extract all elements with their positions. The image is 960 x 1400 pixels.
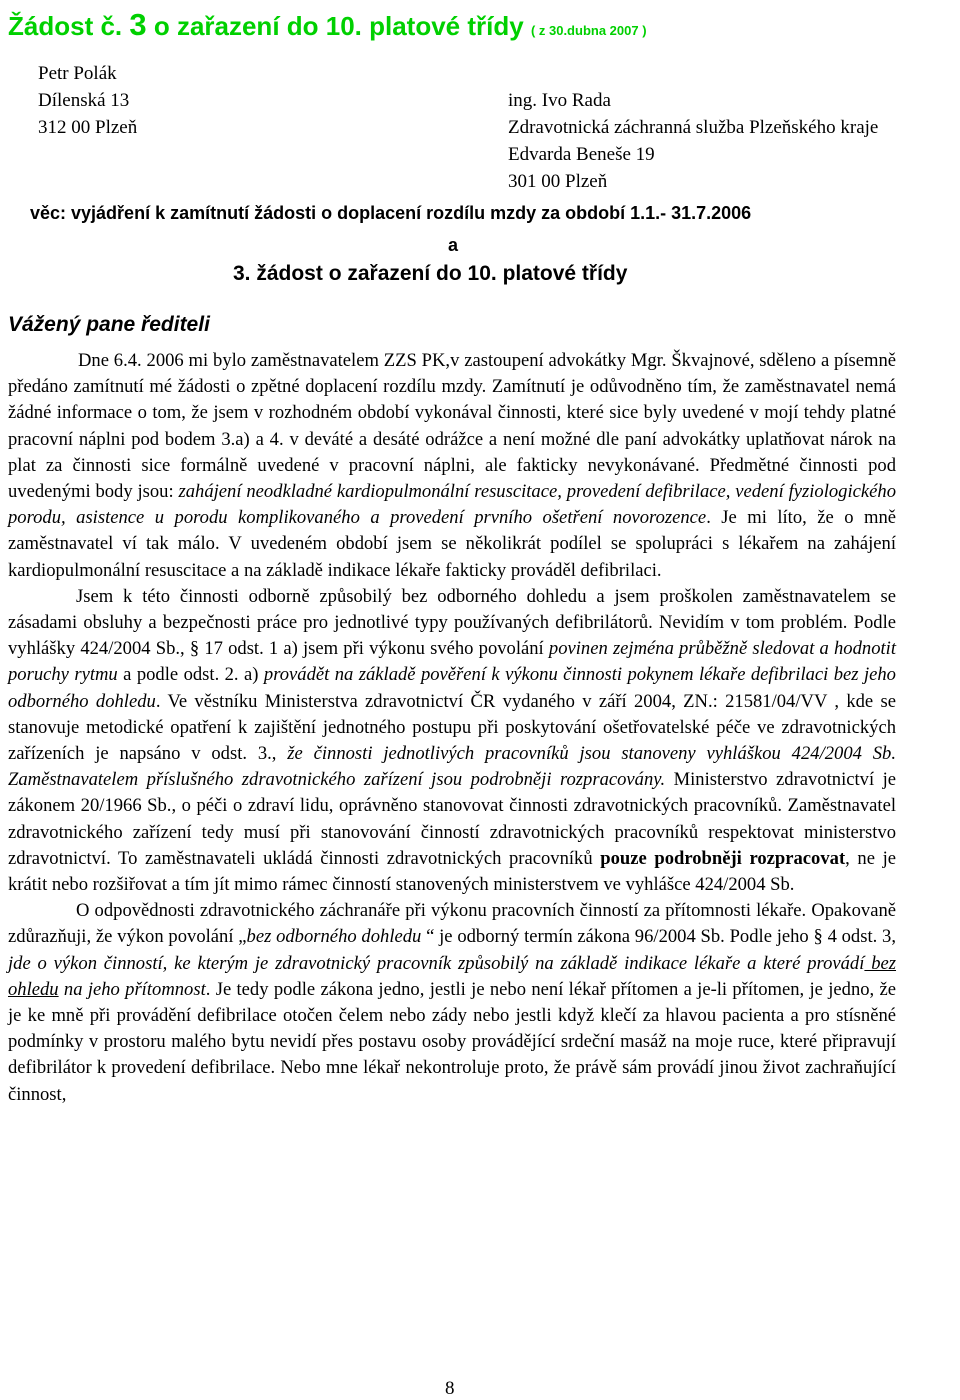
paragraph-2: Jsem k této činnosti odborně způsobilý bez odborného dohledu a jsem proškolen zaměstnavatelem se zásadami obsluhy a bezpečnosti práce pro jednotlivé typy používaných defibrilátorů. Nevidím v tom problém. Podle vyhlášky 424/2004 Sb., § 17 odst. 1 a) jsem při výkonu svého povolání povinen zejména průběžně sledovat a hodnotit poruchy rytmu a podle odst. 2. a) provádět na základě pověření k výkonu činnosti pokynem lékaře defibrilaci bez jeho odborného dohledu. Ve věstníku Ministerstva zdravotnictví ČR vydaného v září 2004, ZN.: 21581/04/VV , kde se stanovuje metodické opatření k zajištění jednotného postupu při poskytování ošetřovatelské péče ve zdravotnických zařízeních je napsáno v odst. 3., že činnosti jednotlivých pracovníků jsou stanoveny vyhláškou 424/2004 Sb. Zaměstnavatelem příslušného zdravotnického zařízení jsou podrobněji rozpracovány. Ministerstvo zdravotnictví je zákonem 20/1966 Sb., o péči o zdraví lidu, oprávněno stanovovat činnosti zdravotnických pracovníků. Zaměstnavatel zdravotnického zařízení tedy musí při stanovování činností zdravotnických pracovníků respektovat ministerstvo zdravotnictví. To zaměstnavateli ukládá činnosti zdravotnických pracovníků pouze podrobněji rozpracovat, ne je krátit nebo rozšiřovat a tím jít mimo rámec činností stanovených ministerstvem ve vyhlášce 424/2004 Sb. xyxy=(8,585,897,896)
sender-address xyxy=(38,60,137,141)
subject-line: věc: vyjádření k zamítnutí žádosti o doplacení rozdílu mzdy za období 1.1.- 31.7.2006 xyxy=(30,203,752,223)
subject-request: 3. žádost o zařazení do 10. platové třídy xyxy=(233,262,628,285)
recipient-street: Edvarda Beneše 19 xyxy=(508,144,655,165)
paragraph-3: O odpovědnosti zdravotnického záchranáře při výkonu pracovních činností za přítomnosti lékaře. Opakovaně zdůrazňuji, že výkon povolání „bez odborného dohledu “ je odborný termín zákona 96/2004 Sb. Podle jeho § 4 odst. 3, jde o výkon činností, ke kterým je zdravotnický pracovník způsobilý na základě indikace lékaře a které provádí bez ohledu na jeho přítomnost. Je tedy podle zákona jedno, jestli je nebo není lékař přítomen a je-li přítomen, je jedno, že je ke mně při provádění defibrilace otočen čelem nebo zády nebo jestli když klečí za hlavou pacienta a pro stísněné podmínky v prostoru malého bytu nevidí přes postavu osoby provádějící srdeční masáž na moje ruce, které připravují defibrilátor k provedení defibrilace. Nebo mne lékař nekontroluje proto, že právě sám provádí jinou život zachraňující činnost, xyxy=(8,900,897,1105)
sender-city: 312 00 Plzeň xyxy=(38,117,138,138)
letter-body xyxy=(8,348,896,1108)
greeting: Vážený pane řediteli xyxy=(8,313,210,336)
subject-conjunction: a xyxy=(448,235,459,255)
sender-street: Dílenská 13 xyxy=(38,90,130,111)
paragraph-1: Dne 6.4. 2006 mi bylo zaměstnavatelem ZZS PK,v zastoupení advokátky Mgr. Škvajnové, sděleno a písemně předáno zamítnutí mé žádosti o zpětné doplacení rozdílu mzdy. Zamítnutí je odůvodněno tím, že zaměstnavatel nemá žádné informace o tom, že jsem v rozhodném období vykonával činnosti, které sice byly uvedené v mojí tehdy platné pracovní náplni pod bodem 3.a) a 4. v deváté a desáté odrážce a není možné dle paní advokátky uplatňovat nárok na plat za činnosti sice formálně uvedené v pracovní náplni, ale fakticky nevykonávané. Předmětné činnosti pod uvedenými body jsou: zahájení neodkladné kardiopulmonální resuscitace, provedení defibrilace, vedení fyziologického porodu, asistence u porodu komplikovaného a provedení prvního ošetření novorozence. Je mi líto, že o mně zaměstnavatel ví tak málo. V uvedeném období jsem se několikrát podílel se spolupráci s lékařem na zahájení kardiopulmonální resuscitace a na základě indikace lékaře fakticky prováděl defibrilaci. xyxy=(8,350,897,581)
recipient-name: ing. Ivo Rada xyxy=(508,90,611,111)
recipient-address xyxy=(508,87,878,195)
recipient-organization: Zdravotnická záchranná služba Plzeňského kraje xyxy=(508,117,879,138)
recipient-city: 301 00 Plzeň xyxy=(508,171,608,192)
page-number: 8 xyxy=(445,1378,455,1399)
sender-name: Petr Polák xyxy=(38,63,117,84)
document-title: Žádost č. 3 o zařazení do 10. platové třídy ( z 30.dubna 2007 ) xyxy=(8,7,647,42)
